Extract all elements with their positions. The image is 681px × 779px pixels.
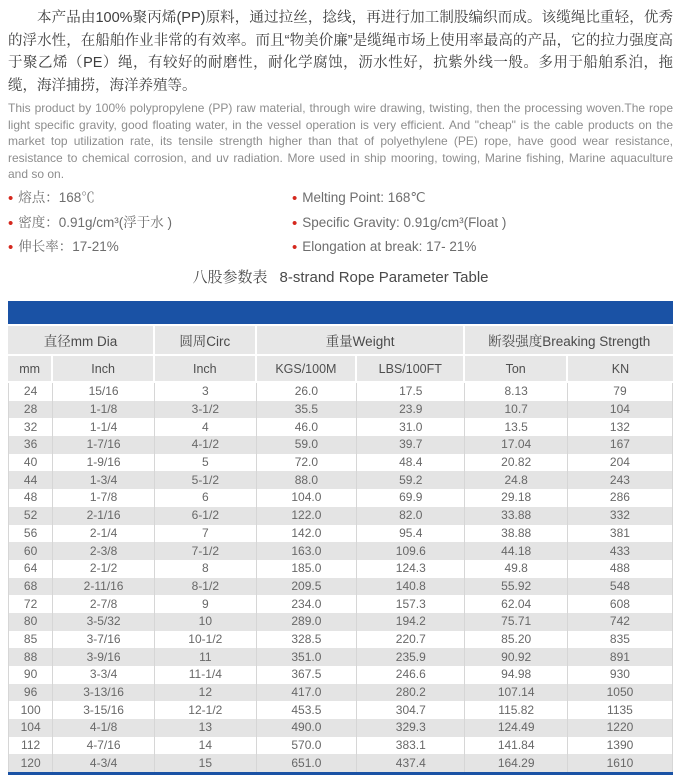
table-cell: 120 [8, 754, 53, 772]
table-cell: 59.2 [357, 471, 465, 489]
table-cell: 52 [8, 507, 53, 525]
table-cell: 15 [155, 754, 257, 772]
header-col-circ-inch: Inch [155, 356, 257, 383]
table-cell: 4 [155, 418, 257, 436]
table-cell: 112 [8, 737, 53, 755]
table-cell: 286 [568, 489, 673, 507]
table-row [8, 507, 673, 525]
table-row [8, 401, 673, 419]
table-cell: 351.0 [257, 648, 357, 666]
table-cell: 2-1/16 [53, 507, 155, 525]
table-cell: 453.5 [257, 701, 357, 719]
table-cell: 35.5 [257, 401, 357, 419]
table-cell: 164.29 [465, 754, 567, 772]
table-cell: 367.5 [257, 666, 357, 684]
table-cell: 24 [8, 383, 53, 401]
table-cell: 96 [8, 684, 53, 702]
table-cell: 10 [155, 613, 257, 631]
table-cell: 2-1/2 [53, 560, 155, 578]
spec-item-density-cn [8, 211, 292, 236]
table-cell: 4-3/4 [53, 754, 155, 772]
table-row [8, 542, 673, 560]
header-col-lbs: LBS/100FT [357, 356, 465, 383]
table-cell: 4-1/8 [53, 719, 155, 737]
table-cell: 1-9/16 [53, 454, 155, 472]
table-cell: 1-1/4 [53, 418, 155, 436]
header-col-mm: mm [8, 356, 53, 383]
table-cell: 140.8 [357, 578, 465, 596]
table-cell: 490.0 [257, 719, 357, 737]
table-row [8, 631, 673, 649]
header-group-row [8, 326, 673, 356]
table-cell: 79 [568, 383, 673, 401]
spec-item-label: Melting Point: 168℃ [302, 190, 426, 205]
spec-item-melting-point-cn [8, 186, 292, 211]
table-cell: 8-1/2 [155, 578, 257, 596]
bullet-dot-icon: • [8, 190, 14, 207]
table-cell: 1-3/4 [53, 471, 155, 489]
table-row [8, 489, 673, 507]
table-cell: 55.92 [465, 578, 567, 596]
table-cell: 433 [568, 542, 673, 560]
table-cell: 40 [8, 454, 53, 472]
table-cell: 570.0 [257, 737, 357, 755]
table-cell: 6-1/2 [155, 507, 257, 525]
table-row [8, 648, 673, 666]
table-cell: 185.0 [257, 560, 357, 578]
table-row [8, 418, 673, 436]
table-cell: 72 [8, 595, 53, 613]
table-cell: 8 [155, 560, 257, 578]
table-row [8, 454, 673, 472]
table-cell: 163.0 [257, 542, 357, 560]
table-cell: 332 [568, 507, 673, 525]
table-cell: 12 [155, 684, 257, 702]
table-cell: 1-7/16 [53, 436, 155, 454]
table-cell: 24.8 [465, 471, 567, 489]
table-cell: 11-1/4 [155, 666, 257, 684]
table-cell: 5 [155, 454, 257, 472]
table-cell: 90 [8, 666, 53, 684]
table-cell: 56 [8, 525, 53, 543]
table-row [8, 436, 673, 454]
rope-parameter-table [8, 326, 673, 772]
table-cell: 69.9 [357, 489, 465, 507]
table-cell: 1220 [568, 719, 673, 737]
table-cell: 13.5 [465, 418, 567, 436]
table-cell: 124.49 [465, 719, 567, 737]
intro-paragraph-cn: 本产品由100%聚丙烯(PP)原料，通过拉丝，捻线，再进行加工制股编织而成。该缆绳比重轻，优秀的浮水性，在船舶作业非常的有效率。而且“物美价廉”是缆绳市场上使用率最高的产品，它的拉力强度高于聚乙烯（PE）绳，有较好的耐磨性，耐化学腐蚀，沥水性好，抗紫外线一般。多用于船舶系泊，拖缆，海洋捕捞，海洋养殖等。 [8, 10, 673, 94]
table-cell: 8.13 [465, 383, 567, 401]
table-cell: 7-1/2 [155, 542, 257, 560]
table-cell: 234.0 [257, 595, 357, 613]
table-cell: 3-1/2 [155, 401, 257, 419]
spec-item-label: 密度：0.91g/cm³(浮于水 ) [18, 214, 173, 230]
table-cell: 59.0 [257, 436, 357, 454]
table-cell: 167 [568, 436, 673, 454]
table-cell: 289.0 [257, 613, 357, 631]
table-cell: 95.4 [357, 525, 465, 543]
table-cell: 5-1/2 [155, 471, 257, 489]
table-cell: 109.6 [357, 542, 465, 560]
table-cell: 141.84 [465, 737, 567, 755]
table-cell: 124.3 [357, 560, 465, 578]
table-cell: 4-7/16 [53, 737, 155, 755]
table-cell: 3-7/16 [53, 631, 155, 649]
table-cell: 12-1/2 [155, 701, 257, 719]
table-cell: 3-9/16 [53, 648, 155, 666]
table-row [8, 719, 673, 737]
table-cell: 1050 [568, 684, 673, 702]
table-cell: 204 [568, 454, 673, 472]
table-cell: 835 [568, 631, 673, 649]
table-cell: 122.0 [257, 507, 357, 525]
table-cell: 107.14 [465, 684, 567, 702]
spec-list-en [292, 186, 506, 256]
table-header [8, 326, 673, 383]
table-cell: 2-1/4 [53, 525, 155, 543]
table-cell: 13 [155, 719, 257, 737]
table-cell: 383.1 [357, 737, 465, 755]
intro-paragraph-en: This product by 100% polypropylene (PP) raw material, through wire drawing, twisting, then the processing woven.The rope light specific gravity, good floating water, in the vessel operation is very efficient. And "cheap" is the cable products on the market top utilization rate, its tensile strength higher than that of polyethylene (PE) rope, have good wear resistance, resistance to chemical corrosion, and uv radiation. More used in ship mooring, towing, Marine fishing, Marine aquaculture and so on. [8, 101, 673, 181]
table-cell: 23.9 [357, 401, 465, 419]
table-cell: 246.6 [357, 666, 465, 684]
spec-item-label: Specific Gravity: 0.91g/cm³(Float ) [302, 214, 507, 230]
table-cell: 1610 [568, 754, 673, 772]
table-cell: 548 [568, 578, 673, 596]
table-cell: 437.4 [357, 754, 465, 772]
table-row [8, 471, 673, 489]
table-cell: 38.88 [465, 525, 567, 543]
table-cell: 10.7 [465, 401, 567, 419]
table-title-cn: 八股参数表 [192, 269, 268, 286]
table-cell: 1135 [568, 701, 673, 719]
table-cell: 68 [8, 578, 53, 596]
header-col-kn: KN [568, 356, 673, 383]
table-cell: 3-5/32 [53, 613, 155, 631]
table-row [8, 684, 673, 702]
table-cell: 104 [8, 719, 53, 737]
table-cell: 132 [568, 418, 673, 436]
spec-list-cn [8, 186, 292, 256]
table-cell: 104.0 [257, 489, 357, 507]
table-cell: 94.98 [465, 666, 567, 684]
bullet-dot-icon: • [292, 239, 298, 256]
table-cell: 2-11/16 [53, 578, 155, 596]
table-cell: 235.9 [357, 648, 465, 666]
spec-item-label: Elongation at break: 17- 21% [302, 239, 477, 254]
table-cell: 46.0 [257, 418, 357, 436]
table-cell: 194.2 [357, 613, 465, 631]
table-row [8, 383, 673, 401]
bullet-dot-icon: • [292, 190, 298, 207]
table-cell: 930 [568, 666, 673, 684]
table-cell: 60 [8, 542, 53, 560]
table-body [8, 383, 673, 772]
table-cell: 49.8 [465, 560, 567, 578]
table-cell: 142.0 [257, 525, 357, 543]
table-cell: 891 [568, 648, 673, 666]
table-cell: 80 [8, 613, 53, 631]
table-row [8, 560, 673, 578]
table-row [8, 613, 673, 631]
table-cell: 104 [568, 401, 673, 419]
table-cell: 381 [568, 525, 673, 543]
table-cell: 32 [8, 418, 53, 436]
table-cell: 1-7/8 [53, 489, 155, 507]
table-cell: 280.2 [357, 684, 465, 702]
table-cell: 14 [155, 737, 257, 755]
header-group-circumference: 圆周Circ [155, 326, 257, 356]
table-cell: 62.04 [465, 595, 567, 613]
table-cell: 2-3/8 [53, 542, 155, 560]
table-cell: 7 [155, 525, 257, 543]
table-cell: 44.18 [465, 542, 567, 560]
table-top-accent-bar [8, 301, 673, 324]
table-cell: 17.04 [465, 436, 567, 454]
table-cell: 1390 [568, 737, 673, 755]
table-cell: 1-1/8 [53, 401, 155, 419]
spec-item-elongation-cn [8, 235, 292, 260]
table-cell: 28 [8, 401, 53, 419]
table-cell: 10-1/2 [155, 631, 257, 649]
table-cell: 90.92 [465, 648, 567, 666]
table-cell: 15/16 [53, 383, 155, 401]
bullet-dot-icon: • [8, 214, 14, 232]
table-cell: 88 [8, 648, 53, 666]
table-cell: 17.5 [357, 383, 465, 401]
header-group-weight: 重量Weight [257, 326, 466, 356]
header-group-diameter: 直径mm Dia [8, 326, 155, 356]
table-cell: 4-1/2 [155, 436, 257, 454]
bullet-dot-icon: • [8, 239, 14, 256]
table-cell: 3 [155, 383, 257, 401]
header-col-dia-inch: Inch [53, 356, 155, 383]
table-cell: 608 [568, 595, 673, 613]
table-cell: 488 [568, 560, 673, 578]
header-col-kgs: KGS/100M [257, 356, 357, 383]
table-cell: 31.0 [357, 418, 465, 436]
parameter-table-section [8, 301, 673, 775]
table-cell: 64 [8, 560, 53, 578]
header-col-ton: Ton [465, 356, 567, 383]
spec-bullet-section [8, 186, 673, 256]
table-cell: 26.0 [257, 383, 357, 401]
table-row [8, 525, 673, 543]
table-cell: 3-13/16 [53, 684, 155, 702]
table-cell: 115.82 [465, 701, 567, 719]
table-cell: 417.0 [257, 684, 357, 702]
table-cell: 85 [8, 631, 53, 649]
spec-item-melting-point-en [292, 186, 506, 211]
table-cell: 36 [8, 436, 53, 454]
spec-item-elongation-en [292, 235, 506, 260]
table-cell: 48 [8, 489, 53, 507]
table-cell: 329.3 [357, 719, 465, 737]
table-row [8, 666, 673, 684]
table-cell: 29.18 [465, 489, 567, 507]
table-row [8, 701, 673, 719]
table-cell: 44 [8, 471, 53, 489]
table-cell: 72.0 [257, 454, 357, 472]
table-cell: 209.5 [257, 578, 357, 596]
table-bottom-accent-bar [8, 772, 673, 775]
table-cell: 243 [568, 471, 673, 489]
table-title-en: 8-strand Rope Parameter Table [279, 269, 489, 286]
table-cell: 2-7/8 [53, 595, 155, 613]
table-cell: 651.0 [257, 754, 357, 772]
table-cell: 82.0 [357, 507, 465, 525]
table-cell: 3-3/4 [53, 666, 155, 684]
table-cell: 88.0 [257, 471, 357, 489]
table-row [8, 595, 673, 613]
spec-item-label: 熔点：168℃ [18, 190, 95, 205]
table-cell: 48.4 [357, 454, 465, 472]
spec-item-specific-gravity-en [292, 211, 506, 236]
table-cell: 3-15/16 [53, 701, 155, 719]
table-cell: 33.88 [465, 507, 567, 525]
table-cell: 11 [155, 648, 257, 666]
table-row [8, 578, 673, 596]
table-cell: 75.71 [465, 613, 567, 631]
table-cell: 6 [155, 489, 257, 507]
header-group-breaking-strength: 断裂强度Breaking Strength [465, 326, 673, 356]
bullet-dot-icon: • [292, 214, 298, 232]
table-row [8, 754, 673, 772]
table-cell: 39.7 [357, 436, 465, 454]
table-cell: 742 [568, 613, 673, 631]
spec-item-label: 伸长率：17-21% [18, 239, 119, 254]
table-cell: 9 [155, 595, 257, 613]
table-cell: 20.82 [465, 454, 567, 472]
table-cell: 157.3 [357, 595, 465, 613]
table-cell: 100 [8, 701, 53, 719]
table-cell: 220.7 [357, 631, 465, 649]
table-cell: 328.5 [257, 631, 357, 649]
header-unit-row [8, 356, 673, 383]
table-cell: 85.20 [465, 631, 567, 649]
table-title [8, 266, 673, 284]
table-cell: 304.7 [357, 701, 465, 719]
table-row [8, 737, 673, 755]
